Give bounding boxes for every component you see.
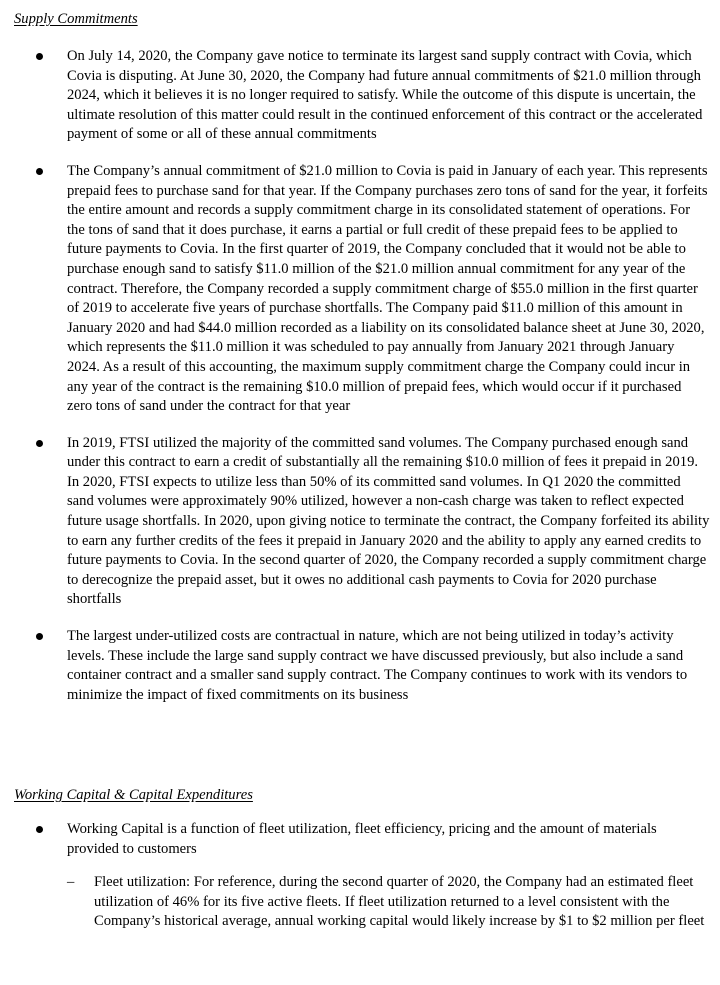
bullet-text: On July 14, 2020, the Company gave notice to terminate its largest sand supply contract with Covia, which Covia is disputing. At June 30, 2020, the Company had future annual commitments of $21.0 million through 2024, which it believes it is no longer required to satisfy. While the outcome of this dispute is uncertain, the ultimate resolution of this matter could result in the continued enforcement of this contract or the accelerated payment of some or all of these annual commitments — [67, 48, 703, 143]
list-item — [0, 47, 720, 145]
dash-marker: – — [67, 874, 75, 890]
bullet-icon — [36, 826, 43, 833]
list-item — [0, 434, 720, 610]
working-capital-sub-list — [0, 873, 720, 932]
sub-bullet-text: Fleet utilization: For reference, during the second quarter of 2020, the Company had an estimated fleet utilization of 46% for its five active fleets. If fleet utilization returned to a level consistent with the Company’s historical average, annual working capital would likely increase by $1 to $2 million per fleet — [94, 874, 705, 930]
bullet-text: Working Capital is a function of fleet utilization, fleet efficiency, pricing and the amount of materials provided to customers — [67, 821, 657, 857]
supply-commitments-list — [0, 47, 720, 705]
bullet-text: In 2019, FTSI utilized the majority of the committed sand volumes. The Company purchased enough sand under this contract to earn a credit of substantially all the remaining $10.0 million of fees it prepaid in 2019. In 2020, FTSI expects to utilize less than 50% of its committed sand volumes. In Q1 2020 the committed sand volumes were approximately 90% utilized, however a non-cash charge was taken to reflect expected future usage shortfalls. In 2020, upon giving notice to terminate the contract, the Company forfeited its ability to earn any further credits of the fees it prepaid in January 2020 and the ability to apply any earned credits to future payments to Covia. In the second quarter of 2020, the Company recorded a supply commitment charge to derecognize the prepaid asset, but it owes no additional cash payments to Covia for 2020 purchase shortfalls — [67, 434, 710, 608]
bullet-text: The Company’s annual commitment of $21.0 million to Covia is paid in January of each year. This represents prepaid fees to purchase sand for that year. If the Company purchases zero tons of sand for the year, it forfeits the entire amount and records a supply commitment charge in its consolidated statement of operations. For the tons of sand that it does purchase, it earns a partial or full credit of these prepaid fees to be applied to future payments to Covia. In the first quarter of 2019, the Company concluded that it would not be able to purchase enough sand to satisfy $11.0 million of the $21.0 million annual commitment for any year of the contract. Therefore, the Company recorded a supply commitment charge of $55.0 million in the first quarter of 2019 to accelerate five years of purchase shortfalls. The Company paid $11.0 million of this amount in January 2020 and had $44.0 million recorded as a liability on its consolidated balance sheet at June 30, 2020, which represents the $11.0 million it was scheduled to pay annually from January 2021 through January 2024. As a result of this accounting, the maximum supply commitment charge the Company could incur in any year of the contract is the remaining $10.0 million of prepaid fees, which would occur if it purchased zero tons of sand under the contract for that year — [67, 162, 708, 415]
bullet-icon — [36, 440, 43, 447]
sub-list-item — [0, 873, 720, 932]
list-item — [0, 162, 720, 417]
section-heading-supply-commitments: Supply Commitments — [14, 11, 138, 27]
working-capital-list — [0, 820, 720, 859]
section-heading-working-capital: Working Capital & Capital Expenditures — [14, 787, 253, 803]
bullet-text: The largest under-utilized costs are contractual in nature, which are not being utilized in today’s activity levels. These include the large sand supply contract we have discussed previously, but also include a sand container contract and a smaller sand supply contract. The Company continues to work with its vendors to minimize the impact of fixed commitments on its business — [67, 628, 688, 703]
bullet-icon — [36, 53, 43, 60]
bullet-icon — [36, 168, 43, 175]
list-item — [0, 820, 720, 859]
bullet-icon — [36, 633, 43, 640]
list-item — [0, 627, 720, 705]
